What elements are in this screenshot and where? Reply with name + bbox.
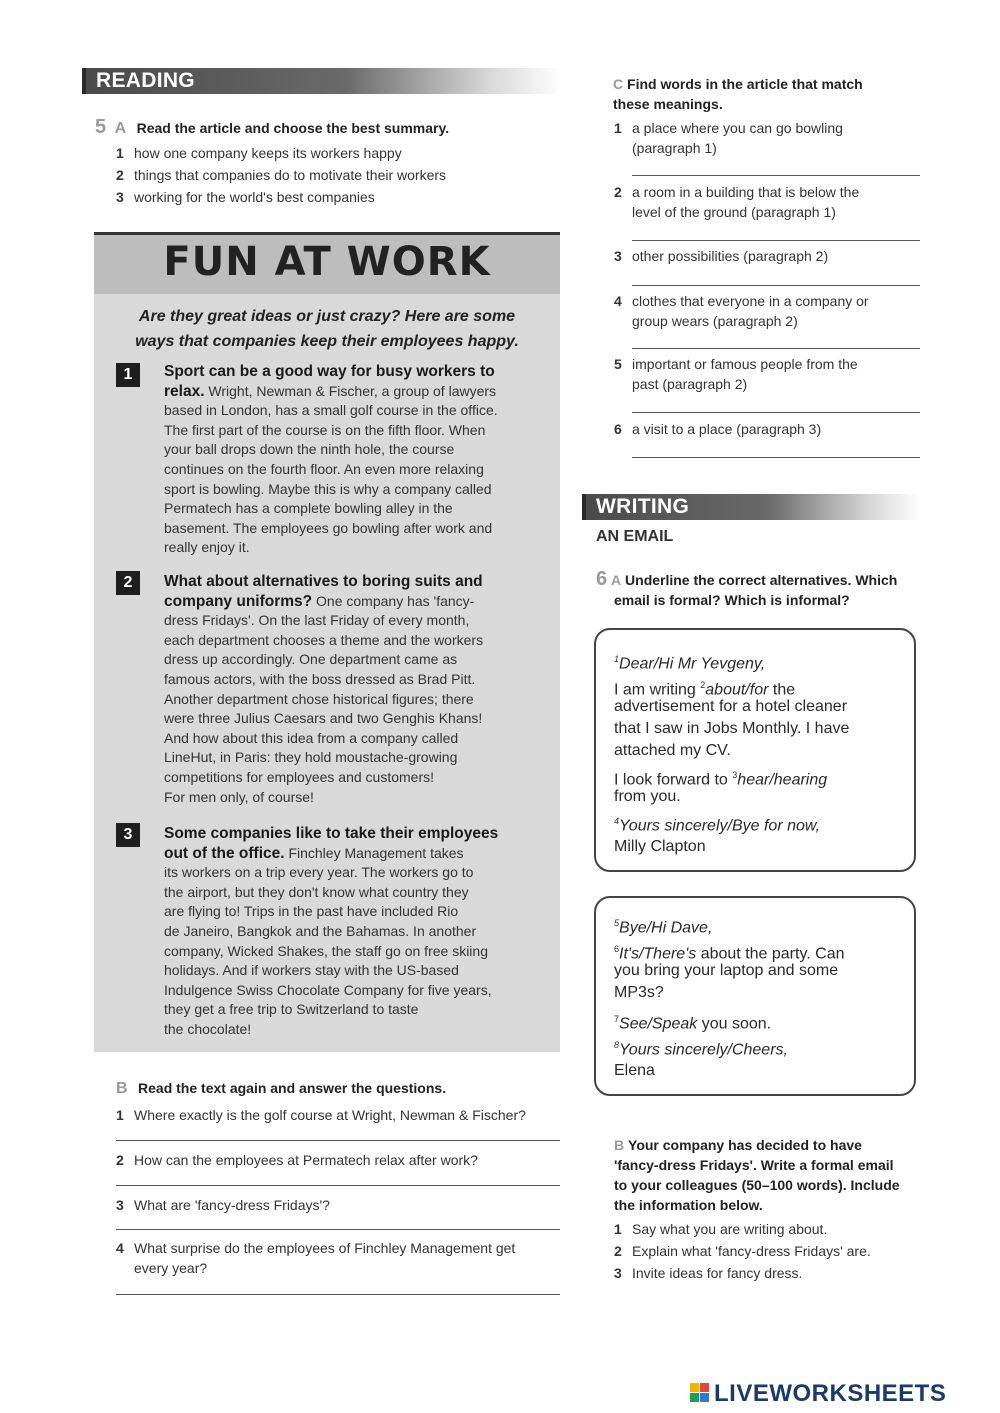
item-text-line-1: clothes that everyone in a company or [632,293,869,309]
meaning-answer-line-4[interactable] [632,348,920,349]
instruction-line-2: these meanings. [613,96,723,112]
reading-header-label: READING [96,69,195,92]
email2-greeting-text: Bye/Hi Dave, [619,919,713,937]
instruction-text: Read the text again and answer the questions. [138,1080,447,1096]
logo-text: LIVEWORKSHEETS [714,1380,947,1407]
email2-signoff[interactable] [614,1034,788,1061]
gap-number: 6 [614,944,620,954]
paragraph-number-1: 1 [116,363,140,387]
paragraph-line: And how about this idea from a company called [164,729,459,746]
item-text-line-1: important or famous people from the [632,356,858,372]
item-text-line-2: (paragraph 1) [632,140,717,156]
alternatives: See/Speak [619,1015,698,1033]
article-box [94,232,560,1052]
item-number: 6 [614,421,622,437]
paragraph-line: were three Julius Caesars and two Genghis Khans! [164,710,483,727]
instruction-text: Read the article and choose the best summary. [136,120,450,136]
email1-line-3: advertisement for a hotel cleaner [614,698,848,715]
paragraph-line: company, Wicked Shakes, the staff go on free skiing [164,942,488,959]
question-number: 1 [116,1107,124,1123]
email2-greeting[interactable] [614,912,712,939]
paragraph-line: basement. The employees go bowling after work and [164,519,493,536]
alternatives: about/for [705,681,769,699]
reading-header [82,68,562,94]
item-text-line-1: a room in a building that is below the [632,184,860,200]
paragraph-line: its workers on a trip every year. The workers go to [164,864,474,881]
paragraph-3 [164,824,540,1040]
option-text: things that companies do to motivate their workers [134,167,447,183]
paragraph-line: One company has 'fancy- [316,592,475,609]
exercise-c-instruction [613,74,943,114]
email1-signoff-text: Yours sincerely/Bye for now, [619,817,820,835]
meaning-answer-line-3[interactable] [632,285,920,286]
paragraph-line: the airport, but they don't know what country they [164,883,469,900]
paragraph-line: Wright, Newman & Fischer, a group of lawyers [208,382,497,399]
exercise-letter: C [613,76,624,92]
writing-subheader: AN EMAIL [596,528,674,545]
paragraph-2-lead-end: company uniforms? [164,592,313,610]
item-text-line-2: past (paragraph 2) [632,376,748,392]
article-title: FUN AT WORK [163,239,491,285]
writing-header [582,494,922,520]
paragraph-line: Another department chose historical figures; there [164,690,474,707]
question-text-line-1: What surprise do the employees of Finchley Management get [134,1240,516,1256]
exercise-letter: B [614,1137,625,1153]
task-number: 1 [614,1221,622,1237]
email1-line-4: that I saw in Jobs Monthly. I have [614,720,850,737]
paragraph-line: based in London, has a small golf course in the office. [164,402,498,419]
paragraph-line: LineHut, in Paris: they hold moustache-growing [164,749,458,766]
item-number: 4 [614,293,622,309]
paragraph-line: the chocolate! [164,1020,252,1037]
paragraph-3-lead-end: out of the office. [164,844,285,862]
text: you soon. [697,1015,772,1033]
paragraph-line: Permatech has a complete bowling alley in the [164,500,453,517]
question-number: 4 [116,1240,124,1256]
paragraph-line: sport is bowling. Maybe this is why a company called [164,480,492,497]
task-text: Invite ideas for fancy dress. [632,1265,803,1281]
paragraph-line: each department chooses a theme and the workers [164,631,484,648]
liveworksheets-logo[interactable] [690,1380,990,1406]
exercise-letter: A [114,120,127,137]
paragraph-line: your ball drops down the ninth hole, the course [164,441,455,458]
alternatives: hear/hearing [737,771,828,789]
item-text-line-1: a place where you can go bowling [632,120,843,136]
exercise-5a-instruction [95,116,565,140]
email-informal [594,896,916,1096]
email1-signoff[interactable] [614,810,820,837]
paragraph-3-lead: Some companies like to take their employees [164,825,499,842]
answer-line-3[interactable] [116,1229,560,1230]
item-text [632,182,859,222]
option-number: 2 [116,167,124,183]
exercise-number: 6 [596,568,608,590]
article-subtitle [104,304,550,354]
paragraph-line: Indulgence Swiss Chocolate Company for five years, [164,981,492,998]
writing-header-label: WRITING [596,495,690,518]
question-text [134,1238,515,1278]
email-formal [594,628,916,872]
exercise-b-instruction [116,1080,566,1098]
instruction-line-4: the information below. [614,1197,763,1213]
option-text: working for the world's best companies [134,189,375,205]
subtitle-line-2: ways that companies keep their employees happy. [135,333,519,350]
question-text: How can the employees at Permatech relax after work? [134,1152,478,1168]
text: the [768,681,796,699]
gap-number: 7 [614,1014,620,1024]
paragraph-1-lead-end: relax. [164,382,205,400]
question-text-line-2: every year? [134,1260,208,1276]
instruction-line-1: Find words in the article that match [627,76,863,92]
paragraph-line: dress up accordingly. One department came as [164,651,458,668]
task-number: 2 [614,1243,622,1259]
exercise-6a-instruction [596,569,936,610]
instruction-line-2: email is formal? Which is informal? [614,592,850,608]
item-number: 1 [614,120,622,136]
paragraph-line: de Janeiro, Bangkok and the Bahamas. In another [164,922,477,939]
alternatives: It's/There's [619,945,697,963]
instruction-line-1: Your company has decided to have [628,1137,862,1153]
exercise-letter: A [611,572,622,588]
option-number: 1 [116,145,124,161]
item-text [632,354,858,394]
text: about the party. Can [696,945,845,963]
paragraph-number-2: 2 [116,571,140,595]
item-text [632,291,869,331]
paragraph-line: continues on the fourth floor. An even more relaxing [164,460,484,477]
instruction-line-1: Underline the correct alternatives. Which [625,572,898,588]
item-text [632,118,843,158]
item-text: a visit to a place (paragraph 3) [632,421,822,437]
writing-b-instruction [614,1135,944,1215]
email2-signature: Elena [614,1062,655,1079]
paragraph-line: The first part of the course is on the fifth floor. When [164,421,486,438]
subtitle-line-1: Are they great ideas or just crazy? Here are some [138,308,516,325]
item-number: 5 [614,356,622,372]
item-number: 2 [614,184,622,200]
gap-number: 4 [614,816,620,826]
paragraph-line: they get a free trip to Switzerland to taste [164,1001,419,1018]
question-number: 3 [116,1197,124,1213]
email2-line-5[interactable] [614,1008,771,1035]
gap-number: 3 [732,770,738,780]
item-text-line-2: group wears (paragraph 2) [632,313,798,329]
instruction-line-3: to your colleagues (50–100 words). Include [614,1177,900,1193]
instruction-line-2: 'fancy-dress Fridays'. Write a formal email [614,1157,894,1173]
paragraph-line: famous actors, with the boss dressed as Brad Pitt. [164,670,476,687]
item-text: other possibilities (paragraph 2) [632,248,829,264]
paragraph-line: are flying to! Trips in the past have included Rio [164,903,459,920]
email1-line-5: attached my CV. [614,742,731,759]
task-text: Say what you are writing about. [632,1221,828,1237]
gap-number: 8 [614,1040,620,1050]
gap-number: 1 [614,654,620,664]
item-number: 3 [614,248,622,264]
answer-line-4[interactable] [116,1294,560,1295]
task-number: 3 [614,1265,622,1281]
paragraph-2-lead: What about alternatives to boring suits and [164,573,483,590]
email1-signature: Milly Clapton [614,838,706,855]
meaning-answer-line-2[interactable] [632,240,920,241]
paragraph-1 [164,362,540,558]
email1-greeting[interactable] [614,648,765,675]
paragraph-line: holidays. And if workers stay with the US-based [164,962,459,979]
answer-line-1[interactable] [116,1140,560,1141]
email2-signoff-text: Yours sincerely/Cheers, [619,1041,788,1059]
text: I am writing [614,681,701,699]
paragraph-line: really enjoy it. [164,539,250,556]
text: I look forward to [614,771,733,789]
gap-number: 5 [614,918,620,928]
paragraph-number-3: 3 [116,823,140,847]
item-text-line-2: level of the ground (paragraph 1) [632,204,836,220]
paragraph-line: competitions for employees and customers! [164,768,435,785]
exercise-number: 5 [95,116,107,138]
gap-number: 2 [700,680,706,690]
email1-greeting-text: Dear/Hi Mr Yevgeny, [619,655,766,673]
email2-line-3: you bring your laptop and some [614,962,839,979]
paragraph-line: Finchley Management takes [288,844,464,861]
paragraph-1-lead: Sport can be a good way for busy workers to [164,363,495,380]
option-text: how one company keeps its workers happy [134,145,402,161]
paragraph-line: dress Fridays'. On the last Friday of every month, [164,612,470,629]
question-text: What are 'fancy-dress Fridays'? [134,1197,330,1213]
meaning-answer-line-6[interactable] [632,457,920,458]
article-title-bar [94,232,560,294]
exercise-letter: B [116,1080,128,1097]
meaning-answer-line-1[interactable] [632,175,920,176]
email2-line-4: MP3s? [614,984,664,1001]
task-text: Explain what 'fancy-dress Fridays' are. [632,1243,871,1259]
question-text: Where exactly is the golf course at Wright, Newman & Fischer? [134,1107,526,1123]
paragraph-2 [164,572,540,807]
meaning-answer-line-5[interactable] [632,412,920,413]
option-number: 3 [116,189,124,205]
answer-line-2[interactable] [116,1185,560,1186]
email1-line-7: from you. [614,788,681,805]
paragraph-line: For men only, of course! [164,788,314,805]
question-number: 2 [116,1152,124,1168]
